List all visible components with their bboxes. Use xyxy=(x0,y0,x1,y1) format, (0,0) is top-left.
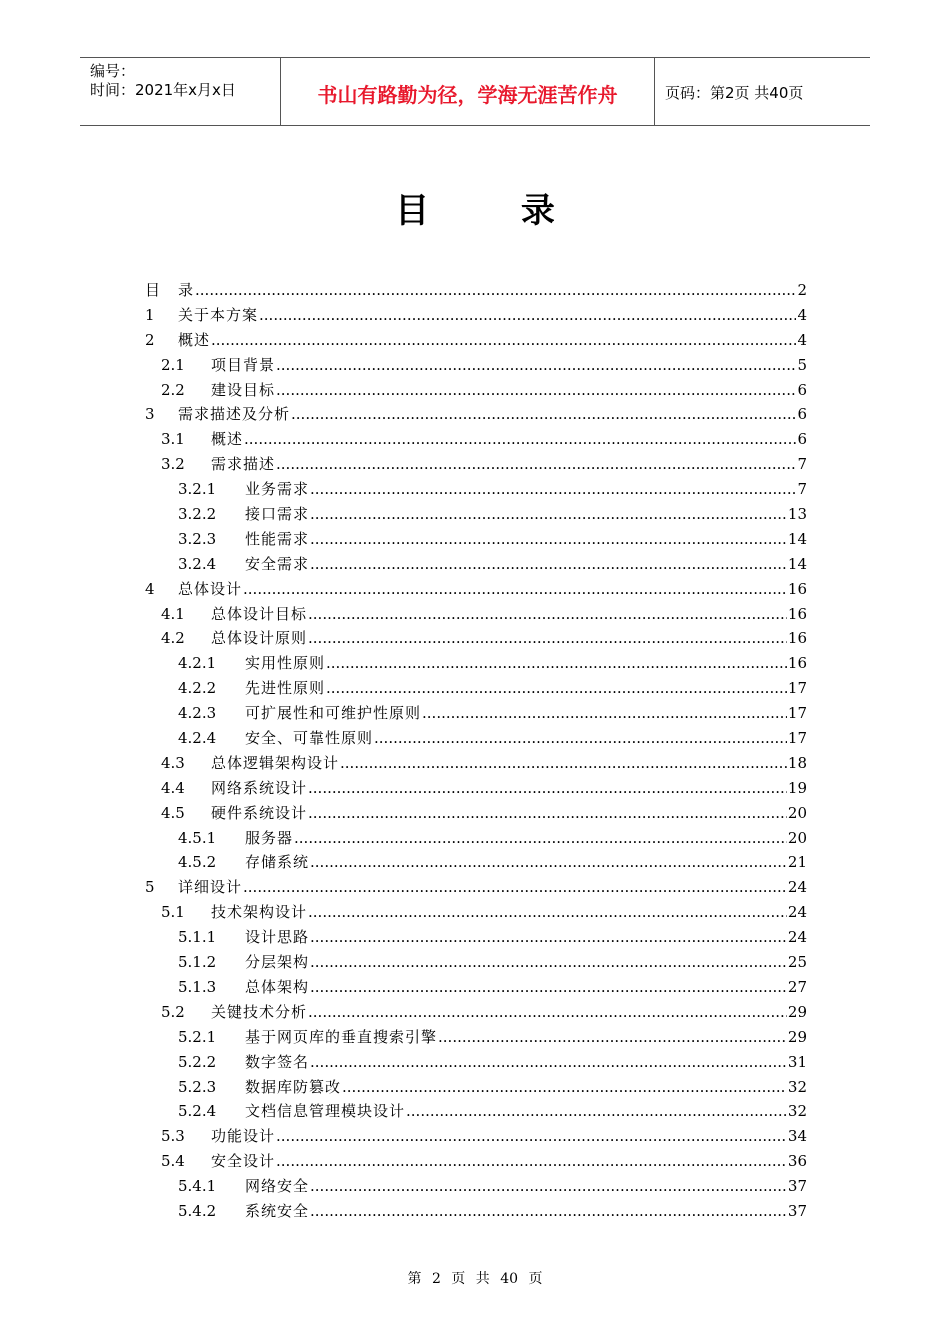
toc-entry-label: 实用性原则 xyxy=(245,654,326,673)
toc-entry-label: 总体逻辑架构设计 xyxy=(211,753,340,772)
toc-dot-leader xyxy=(326,676,787,701)
toc-entry-page: 32 xyxy=(787,1077,807,1096)
toc-dot-leader xyxy=(291,402,796,427)
toc-entry-label: 项目背景 xyxy=(211,355,276,374)
toc-entry-number: 5.1.3 xyxy=(178,977,217,996)
toc-entry[interactable] xyxy=(145,950,807,975)
toc-entry-label: 网络安全 xyxy=(245,1177,310,1196)
table-of-contents xyxy=(145,278,807,1224)
toc-entry-label: 详细设计 xyxy=(178,878,243,897)
toc-entry-label: 总体设计目标 xyxy=(211,604,308,623)
toc-entry-page: 18 xyxy=(787,753,807,772)
toc-entry[interactable] xyxy=(145,378,807,403)
toc-entry-label: 关于本方案 xyxy=(178,305,259,324)
toc-entry-label: 分层架构 xyxy=(245,953,310,972)
toc-entry-page: 16 xyxy=(787,654,807,673)
toc-entry-number: 2.2 xyxy=(161,380,185,399)
toc-entry-page: 17 xyxy=(787,679,807,698)
header-meta xyxy=(80,58,281,125)
toc-dot-leader xyxy=(310,975,787,1000)
toc-dot-leader xyxy=(374,726,787,751)
toc-dot-leader xyxy=(422,701,787,726)
toc-dot-leader xyxy=(308,626,787,651)
toc-dot-leader xyxy=(276,1149,787,1174)
toc-entry-page: 4 xyxy=(797,305,807,324)
toc-entry[interactable] xyxy=(145,751,807,776)
toc-dot-leader xyxy=(308,1000,787,1025)
toc-entry-page: 16 xyxy=(787,579,807,598)
toc-entry-page: 16 xyxy=(787,629,807,648)
toc-entry-number: 4.5 xyxy=(161,803,185,822)
toc-entry[interactable] xyxy=(145,676,807,701)
toc-entry-number: 5.1 xyxy=(161,903,185,922)
toc-entry-number: 4.2.1 xyxy=(178,654,217,673)
toc-entry-label: 录 xyxy=(178,281,195,299)
toc-dot-leader xyxy=(308,801,787,826)
toc-entry-number: 5.4 xyxy=(161,1152,185,1171)
toc-entry-label: 概述 xyxy=(178,330,211,349)
toc-entry-number: 5.4.2 xyxy=(178,1201,217,1220)
toc-entry-label: 总体架构 xyxy=(245,977,310,996)
toc-entry-page: 34 xyxy=(787,1127,807,1146)
toc-entry-label: 需求描述及分析 xyxy=(178,405,291,424)
toc-dot-leader xyxy=(340,751,787,776)
toc-entry-number: 3.1 xyxy=(161,430,185,449)
toc-entry-label: 网络系统设计 xyxy=(211,778,308,797)
toc-entry-number: 5 xyxy=(145,878,155,897)
toc-dot-leader xyxy=(276,452,796,477)
toc-entry-page: 20 xyxy=(787,803,807,822)
toc-entry-page: 29 xyxy=(787,1027,807,1046)
toc-entry-number: 目 xyxy=(145,281,161,299)
toc-entry-number: 5.1.1 xyxy=(178,928,217,947)
toc-entry[interactable] xyxy=(145,626,807,651)
toc-entry[interactable] xyxy=(145,577,807,602)
toc-entry-number: 5.4.1 xyxy=(178,1177,217,1196)
toc-dot-leader xyxy=(342,1075,787,1100)
toc-entry-number: 5.2 xyxy=(161,1002,185,1021)
toc-entry-page: 14 xyxy=(787,529,807,548)
toc-entry[interactable] xyxy=(145,1000,807,1025)
toc-entry[interactable] xyxy=(145,303,807,328)
toc-entry-number: 3.2.2 xyxy=(178,505,217,524)
toc-entry-number: 3 xyxy=(145,405,155,424)
toc-dot-leader xyxy=(310,527,787,552)
header-motto: 书山有路勤为径，学海无涯苦作舟 xyxy=(281,58,655,125)
toc-entry-number: 5.2.3 xyxy=(178,1077,217,1096)
toc-entry-number: 1 xyxy=(145,305,155,324)
toc-entry-page: 6 xyxy=(797,430,807,449)
toc-entry[interactable] xyxy=(145,1149,807,1174)
toc-entry-page: 21 xyxy=(787,853,807,872)
toc-dot-leader xyxy=(243,577,787,602)
toc-entry-label: 概述 xyxy=(211,430,244,449)
toc-entry-number: 5.2.2 xyxy=(178,1052,217,1071)
toc-dot-leader xyxy=(310,925,787,950)
toc-entry[interactable] xyxy=(145,1050,807,1075)
toc-dot-leader xyxy=(259,303,796,328)
toc-entry-number: 2 xyxy=(145,330,155,349)
toc-entry-label: 总体设计 xyxy=(178,579,243,598)
toc-dot-leader xyxy=(294,826,787,851)
toc-dot-leader xyxy=(310,477,796,502)
toc-dot-leader xyxy=(195,278,796,303)
toc-entry-label: 先进性原则 xyxy=(245,679,326,698)
toc-entry-page: 24 xyxy=(787,903,807,922)
toc-entry-label: 设计思路 xyxy=(245,928,310,947)
toc-dot-leader xyxy=(211,328,796,353)
toc-entry-page: 27 xyxy=(787,977,807,996)
toc-entry-page: 25 xyxy=(787,953,807,972)
header-number-label: 编号： xyxy=(90,62,136,80)
toc-dot-leader xyxy=(308,776,787,801)
toc-entry-number: 4.3 xyxy=(161,753,185,772)
toc-entry-page: 24 xyxy=(787,878,807,897)
toc-entry[interactable] xyxy=(145,776,807,801)
toc-entry-label: 数据库防篡改 xyxy=(245,1077,342,1096)
toc-entry[interactable] xyxy=(145,1199,807,1224)
page-footer: 第 2 页 共 40 页 xyxy=(407,1271,543,1287)
toc-entry[interactable] xyxy=(145,1099,807,1124)
toc-entry-label: 系统安全 xyxy=(245,1201,310,1220)
toc-entry-page: 17 xyxy=(787,704,807,723)
page-header xyxy=(80,57,870,126)
toc-dot-leader xyxy=(326,651,787,676)
page-title: 目 录 xyxy=(395,191,595,231)
toc-entry-page: 7 xyxy=(797,480,807,499)
toc-entry-page: 36 xyxy=(787,1152,807,1171)
toc-entry-page: 32 xyxy=(787,1102,807,1121)
header-page-info: 页码：第2页 共40页 xyxy=(665,84,804,102)
toc-entry-label: 安全需求 xyxy=(245,554,310,573)
toc-entry-number: 3.2.3 xyxy=(178,529,217,548)
toc-dot-leader xyxy=(310,1199,787,1224)
toc-entry[interactable] xyxy=(145,1075,807,1100)
toc-entry[interactable] xyxy=(145,502,807,527)
toc-entry[interactable] xyxy=(145,925,807,950)
toc-entry-label: 可扩展性和可维护性原则 xyxy=(245,704,422,723)
toc-entry[interactable] xyxy=(145,527,807,552)
toc-entry[interactable] xyxy=(145,975,807,1000)
toc-entry-page: 19 xyxy=(787,778,807,797)
toc-entry-label: 文档信息管理模块设计 xyxy=(245,1102,406,1121)
toc-dot-leader xyxy=(243,875,787,900)
toc-entry-number: 3.2.4 xyxy=(178,554,217,573)
toc-entry-page: 13 xyxy=(787,505,807,524)
toc-entry-number: 4.2 xyxy=(161,629,185,648)
toc-entry-number: 4.5.1 xyxy=(178,828,217,847)
toc-entry[interactable] xyxy=(145,1025,807,1050)
toc-entry[interactable] xyxy=(145,701,807,726)
toc-entry-label: 安全、可靠性原则 xyxy=(245,729,374,748)
toc-dot-leader xyxy=(406,1099,787,1124)
toc-entry[interactable] xyxy=(145,278,807,303)
toc-entry-page: 17 xyxy=(787,729,807,748)
toc-dot-leader xyxy=(310,552,787,577)
toc-entry[interactable] xyxy=(145,552,807,577)
toc-entry-label: 建设目标 xyxy=(211,380,276,399)
toc-entry[interactable] xyxy=(145,801,807,826)
toc-entry[interactable] xyxy=(145,477,807,502)
toc-entry-number: 4.2.3 xyxy=(178,704,217,723)
toc-entry-page: 5 xyxy=(797,355,807,374)
toc-entry-page: 6 xyxy=(797,405,807,424)
toc-entry-page: 37 xyxy=(787,1177,807,1196)
toc-entry-page: 31 xyxy=(787,1052,807,1071)
toc-entry-number: 3.2 xyxy=(161,455,185,474)
toc-entry-label: 安全设计 xyxy=(211,1152,276,1171)
toc-entry[interactable] xyxy=(145,402,807,427)
toc-dot-leader xyxy=(276,1124,787,1149)
toc-entry-label: 性能需求 xyxy=(245,529,310,548)
toc-entry-page: 16 xyxy=(787,604,807,623)
toc-entry[interactable] xyxy=(145,602,807,627)
toc-entry-number: 2.1 xyxy=(161,355,185,374)
toc-entry[interactable] xyxy=(145,900,807,925)
toc-dot-leader xyxy=(310,502,787,527)
toc-entry-number: 4.5.2 xyxy=(178,853,217,872)
toc-entry-number: 4.2.4 xyxy=(178,729,217,748)
toc-dot-leader xyxy=(244,427,796,452)
toc-entry[interactable] xyxy=(145,875,807,900)
toc-entry-label: 接口需求 xyxy=(245,505,310,524)
toc-dot-leader xyxy=(310,1050,787,1075)
toc-entry-label: 总体设计原则 xyxy=(211,629,308,648)
toc-dot-leader xyxy=(310,1174,787,1199)
toc-entry-page: 37 xyxy=(787,1201,807,1220)
toc-entry[interactable] xyxy=(145,427,807,452)
toc-entry[interactable] xyxy=(145,826,807,851)
toc-entry-number: 5.3 xyxy=(161,1127,185,1146)
toc-dot-leader xyxy=(276,378,796,403)
toc-entry-label: 硬件系统设计 xyxy=(211,803,308,822)
toc-entry-number: 5.1.2 xyxy=(178,953,217,972)
toc-entry-label: 关键技术分析 xyxy=(211,1002,308,1021)
header-time-label: 时间：2021年x月x日 xyxy=(90,81,236,99)
toc-entry[interactable] xyxy=(145,651,807,676)
toc-entry[interactable] xyxy=(145,328,807,353)
toc-entry-number: 4 xyxy=(145,579,155,598)
toc-dot-leader xyxy=(308,900,787,925)
toc-entry-page: 7 xyxy=(797,455,807,474)
toc-entry[interactable] xyxy=(145,726,807,751)
toc-entry-label: 基于网页库的垂直搜索引擎 xyxy=(245,1027,438,1046)
toc-entry-page: 2 xyxy=(797,281,807,299)
toc-dot-leader xyxy=(276,353,796,378)
toc-entry-label: 存储系统 xyxy=(245,853,310,872)
toc-entry-page: 14 xyxy=(787,554,807,573)
toc-entry-label: 业务需求 xyxy=(245,480,310,499)
toc-entry-label: 需求描述 xyxy=(211,455,276,474)
toc-entry-number: 4.2.2 xyxy=(178,679,217,698)
toc-dot-leader xyxy=(310,950,787,975)
toc-dot-leader xyxy=(308,602,787,627)
toc-entry-page: 20 xyxy=(787,828,807,847)
toc-entry-number: 5.2.1 xyxy=(178,1027,217,1046)
toc-entry-number: 4.4 xyxy=(161,778,185,797)
toc-dot-leader xyxy=(438,1025,787,1050)
toc-dot-leader xyxy=(310,850,787,875)
toc-entry-page: 29 xyxy=(787,1002,807,1021)
toc-entry[interactable] xyxy=(145,452,807,477)
toc-entry-number: 5.2.4 xyxy=(178,1102,217,1121)
toc-entry-number: 3.2.1 xyxy=(178,480,217,499)
toc-entry[interactable] xyxy=(145,353,807,378)
toc-entry-label: 功能设计 xyxy=(211,1127,276,1146)
toc-entry-number: 4.1 xyxy=(161,604,185,623)
toc-entry-page: 4 xyxy=(797,330,807,349)
toc-entry[interactable] xyxy=(145,850,807,875)
toc-entry-page: 24 xyxy=(787,928,807,947)
toc-entry[interactable] xyxy=(145,1174,807,1199)
toc-entry-label: 技术架构设计 xyxy=(211,903,308,922)
toc-entry-label: 数字签名 xyxy=(245,1052,310,1071)
toc-entry-label: 服务器 xyxy=(245,828,294,847)
toc-entry-page: 6 xyxy=(797,380,807,399)
toc-entry[interactable] xyxy=(145,1124,807,1149)
